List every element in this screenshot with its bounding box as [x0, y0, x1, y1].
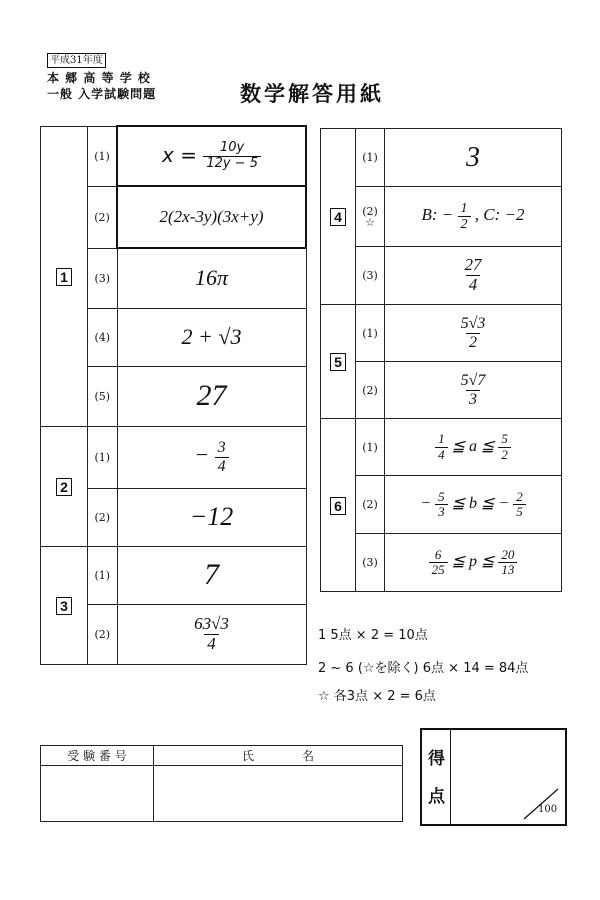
answer-cell [117, 546, 306, 604]
score-label-bottom: 点 [428, 787, 445, 807]
question-6-cell [321, 419, 356, 592]
score-note-1: 1 5点 × 2 = 10点 [318, 628, 428, 643]
question-number: 4 [330, 208, 346, 226]
answer-2-1: − $\frac{3}{4}$ [194, 442, 228, 467]
question-number: 5 [330, 353, 346, 371]
answer-cell [385, 362, 562, 419]
answer-cell [385, 476, 562, 534]
sub-label: (2) [88, 604, 118, 664]
answer-cell [385, 129, 562, 187]
answer-cell [117, 248, 306, 308]
answer-4-3: $\frac{27}{4}$ [464, 255, 482, 294]
sub-label: (1) [356, 419, 385, 476]
exam-number-label: 受 験 番 号 [41, 746, 154, 766]
answer-1-2: 2(2x-3y)(3x+y) [159, 207, 264, 226]
score-box [420, 728, 567, 826]
sub-label: (1) [88, 426, 118, 488]
answer-cell [117, 426, 306, 488]
answer-3-1: 7 [204, 558, 219, 591]
answer-4-1: 3 [466, 141, 480, 173]
answer-cell [117, 366, 306, 426]
sub-label: (2) [356, 476, 385, 534]
sub-label [356, 187, 385, 247]
school-line2: 一般 入学試験問題 [47, 87, 157, 101]
sub-label: (2) [88, 186, 118, 248]
answer-2-2: −12 [189, 502, 234, 531]
sub-label: (3) [88, 248, 118, 308]
score-note-3: ☆ 各3点 × 2 = 6点 [318, 689, 436, 704]
sub-label-text: (2) [362, 205, 378, 218]
name-label: 氏 名 [154, 746, 403, 766]
question-number: 2 [56, 478, 72, 496]
sub-label: (5) [88, 366, 118, 426]
sub-label: (4) [88, 308, 118, 366]
sub-label: (1) [88, 546, 118, 604]
answer-1-1: x = $\frac{10y}{12y - 5}$ [162, 143, 261, 167]
score-note-2: 2 ~ 6 (☆を除く) 6点 × 14 = 84点 [318, 661, 529, 676]
question-number: 1 [56, 268, 72, 286]
sub-label: (2) [88, 488, 118, 546]
answer-4-2: B: − $\frac{1}{2}$ , C: −2 [421, 200, 525, 232]
school-line1: 本 郷 高 等 学 校 [47, 71, 151, 85]
answer-cell [385, 419, 562, 476]
sub-label: (1) [356, 305, 385, 362]
name-field[interactable] [154, 766, 403, 822]
answer-cell [385, 305, 562, 362]
answer-cell [117, 126, 306, 186]
answer-cell [385, 187, 562, 247]
examinee-info-table [40, 745, 403, 822]
page-title: 数学解答用紙 [240, 81, 384, 106]
sub-label: (2) [356, 362, 385, 419]
slash-line [522, 785, 562, 821]
question-2-cell [41, 426, 88, 546]
max-score: 100 [538, 804, 558, 815]
answer-6-1: $\frac{1}{4}$ ≦ a ≦ $\frac{5}{2}$ [435, 438, 511, 455]
answer-table-left [40, 125, 307, 665]
answer-table-right [320, 128, 562, 592]
sub-label: (3) [356, 534, 385, 592]
sub-label: (1) [88, 126, 118, 186]
answer-6-3: $\frac{6}{25}$ ≦ p ≦ $\frac{20}{13}$ [429, 553, 518, 570]
question-3-cell [41, 546, 88, 664]
answer-3-2: $\frac{63√3}{4}$ [194, 613, 229, 653]
star-icon: ☆ [365, 216, 375, 229]
sub-label: (3) [356, 247, 385, 305]
answer-cell [385, 534, 562, 592]
answer-cell [117, 604, 306, 664]
answer-cell [117, 308, 306, 366]
answer-5-1: $\frac{5√3}{2}$ [460, 314, 486, 351]
sub-label: (1) [356, 129, 385, 187]
school-name [47, 70, 156, 102]
year-label: 平成31年度 [47, 53, 106, 68]
answer-cell [117, 186, 306, 248]
answer-1-4: 2 + √3 [181, 324, 242, 349]
question-4-cell [321, 129, 356, 305]
question-number: 6 [330, 497, 346, 515]
score-label-top: 得 [428, 749, 445, 769]
answer-1-3: 16π [194, 265, 229, 291]
question-5-cell [321, 305, 356, 419]
question-number: 3 [56, 597, 72, 615]
score-label-column [422, 730, 451, 824]
question-1-cell [41, 126, 88, 426]
answer-cell [117, 488, 306, 546]
answer-cell [385, 247, 562, 305]
answer-6-2: − $\frac{5}{3}$ ≦ b ≦ − $\frac{2}{5}$ [420, 495, 525, 512]
exam-number-field[interactable] [41, 766, 154, 822]
answer-5-2: $\frac{5√7}{3}$ [460, 371, 486, 408]
answer-1-5: 27 [196, 379, 227, 412]
